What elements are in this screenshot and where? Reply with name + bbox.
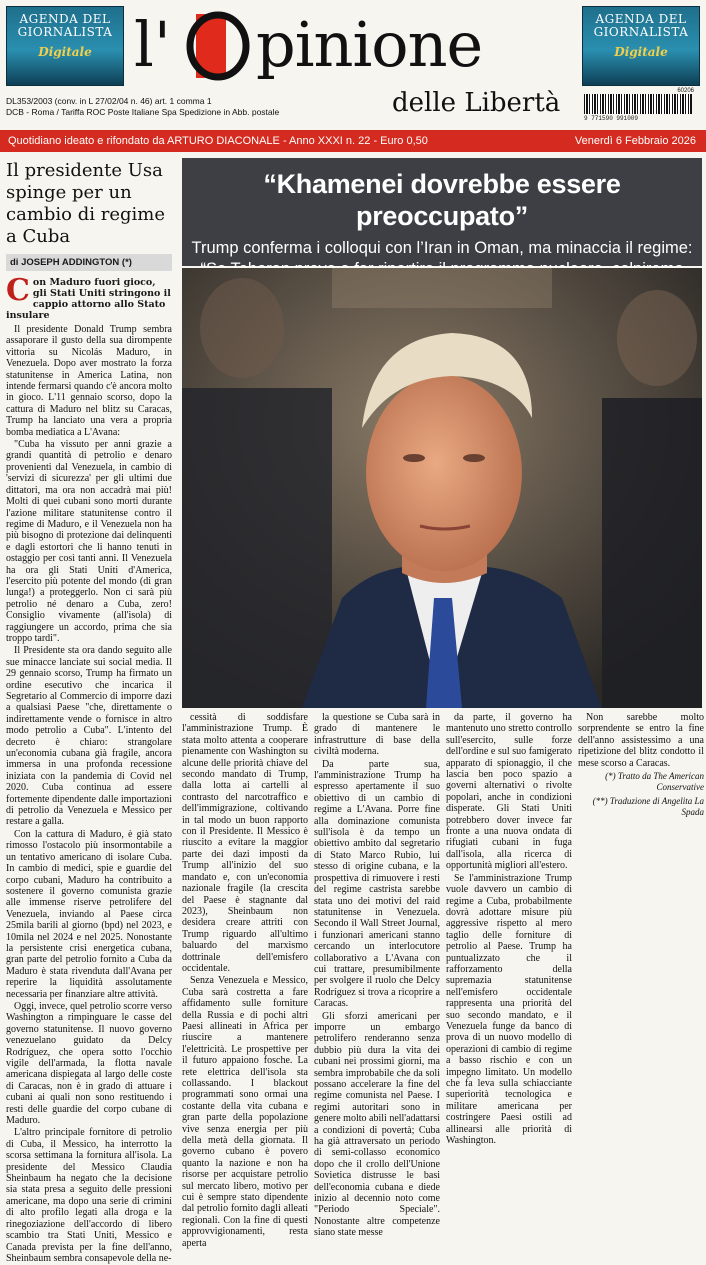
translation-note: (**) Traduzione di Angelita La Spada [592, 795, 704, 818]
photo-illustration [182, 268, 702, 708]
paragraph: Con la cattura di Maduro, è già stato rimosso l'ostacolo più insormontabile a un tentativo americano di isolare Cuba. In cambio di medici, spie e guardie del corpo cubani, Maduro ha contribuito a sostenere il governo comunista grazie alle immense riserve petrolifere del Venezuela, inviando al Paese circa 25mila barili al giorno (bpd) nel 2023, e 10mila nel 2024 e nel 2025. Nonostante la persistente crisi energetica cubana, gran parte del petrolio fornito a Cuba da Maduro è stata rivenduta dall'Avana per reperire la liquidità assolutamente necessaria per finanziare altre attività. [6, 828, 172, 1000]
paragraph: "Cuba ha vissuto per anni grazie a grandi quantità di petrolio e denaro provenienti dal Venezuela, in cambio di 'servizi di sicurezza' per gli ultimi due dittatori, ma ora non accadrà mai più! Molti di quei cubani sono morti durante l'azione militare statunitense contro il regime di Maduro, e il Venezuela non ha più bisogno di protezione dai delinquenti e dagli estortori che li hanno tenuti in ostaggio per così tanti anni. Il Venezuela ha ora gli Stati Uniti d'America, l'esercito più potente del mondo (di gran lunga!) a proteggerlo. Non ci sarà più petrolio né denaro a Cuba, zero! Consiglio vivamente (all'isola) di raggiungere un accordo, prima che sia troppo tardi". [6, 439, 172, 644]
promo-line2: GIORNALISTA [593, 25, 689, 39]
lead-text: on Maduro fuori gioco, gli Stati Uniti stringono il cappio attorno allo Stato insulare [6, 277, 171, 321]
barcode [580, 88, 698, 122]
barcode-bars [584, 94, 692, 114]
paragraph: Senza Venezuela e Messico, Cuba sarà costretta a fare affidamento sulle forniture della Russia e di pochi altri Paesi allineati in Africa per riuscire a mantenere l'elettricità. Le prospettive per il futuro appaiono fosche. La rete elettrica dell'isola sta collassando. I blackout programmati sono ormai una costante della vita cubana e gran parte della popolazione vive senza energia per più della metà della giornata. Il governo cubano è povero quanto la nazione e non ha risorse per acquistare petrolio sul mercato libero, motivo per cui è sempre stato dipendente dal petrolio fornito dagli alleati regionali. Con la fine di questi approvvigionamenti, resta aperta [182, 975, 308, 1249]
barcode-number: 9 771590 991009 [584, 115, 639, 122]
dropcap: C [6, 273, 30, 308]
paragraph: la questione se Cuba sarà in grado di mantenere le infrastrutture di base della civiltà moderna. [314, 712, 440, 758]
promo-right[interactable] [582, 6, 700, 86]
main-subheadline-1: Trump conferma i colloqui con l’Iran in Oman, ma minaccia il regime: [191, 239, 693, 257]
logo-l: l' [134, 8, 171, 81]
main-photo[interactable] [182, 268, 702, 708]
barcode-issue: 60206 [677, 88, 694, 94]
column-2 [314, 712, 440, 1239]
paragraph: Gli sforzi americani per imporre un embargo petrolifero renderanno senza dubbio più dura la vita dei cubani nei prossimi giorni, ma sembra improbabile che da soli possano accelerare la fine del regime comunista nel Paese. I regimi autoritari sono in genere molto abili nell'adattarsi a condizioni di povertà; Cuba ha già attraversato un periodo di semi-collasso economico dopo che il crollo dell'Unione Sovietica distrusse le basi dell'economia cubana e diede inizio al decennio noto come "Periodo Speciale". Nonostante altre competenze siano state messe [314, 1010, 440, 1239]
promo-line2: GIORNALISTA [17, 25, 113, 39]
promo-left[interactable] [6, 6, 124, 86]
pubinfo-line2: DCB - Roma / Tariffa ROC Poste Italiane Spa Spedizione in Abb. postale [6, 107, 280, 117]
paragraph: cessità di soddisfare l'amministrazione Trump. È stata molto attenta a cooperare pienamente con Washington su alcune delle priorità chiave del secondo mandato di Trump, dalla lotta ai cartelli al contrasto del narcotraffico e dell'immigrazione, coltivando in tal modo un buon rapporto con il Presidente. Il Messico è riuscito a evitare la maggior parte dei dazi imposti da Trump all'inizio del suo mandato e, con un'economia nazionale fragile (la crescita del Paese è stagnante dal 2023), Sheinbaum non desidera creare attriti con Trump riguardo all'ultimo baluardo del marxismo dottrinale dell'emisfero occidentale. [182, 712, 308, 974]
sidebar-title[interactable]: Il presidente Usa spinge per un cambio di regime a Cuba [6, 160, 165, 247]
promo-line3: Digitale [614, 45, 668, 59]
paragraph: Oggi, invece, quel petrolio scorre verso Washington a rimpinguare le casse del governo statunitense. Il nuovo governo venezuelano guidato da Delcy Rodríguez, che opera sotto l'occhio vigile dell'armada, la flotta navale americana dispiegata al largo delle coste di Caracas, non è in grado di attuare i cubani ai quali non sono restituendo i resti delle guardie del corpo cubane di Maduro. [6, 1000, 173, 1127]
pubinfo-line1: DL353/2003 (conv. in L 27/02/04 n. 46) art. 1 comma 1 [6, 96, 212, 106]
column-4 [578, 712, 704, 1018]
paragraph: L'altro principale fornitore di petrolio di Cuba, il Messico, ha interrotto la scorsa settimana la fornitura all'isola. La presidente del Messico Claudia Sheinbaum ha negato che la decisione sia stata presa a seguito delle pressioni americane, ma dopo una serie di crimini di alto profilo legati alla droga e la rinegoziazione dell'accordo di libero scambio tra Stati Uniti, Messico e Canada prevista per la fine dell'anno, Sheinbaum sembra consapevole della ne- [6, 1127, 172, 1264]
main-headline-box [182, 158, 702, 266]
issue-date: Venerdì 6 Febbraio 2026 [574, 135, 696, 147]
logo-subtitle: delle Libertà [392, 88, 561, 118]
logo-rest: pinione [256, 8, 483, 81]
column-1 [182, 712, 308, 1249]
paragraph: Il Presidente sta ora dando seguito alle sue minacce lanciate sui social media. Il 29 gennaio scorso, Trump ha firmato un ordine esecutivo che incarica il Segretario al Commercio di imporre dazi a qualsiasi Paese "che, direttamente o indirettamente vende o fornisce in altro modo petrolio a Cuba". L'intento del decreto è chiaro: strangolare un'economia cubana già fragile, ancora immersa in una profonda recessione iniziata con la pandemia di Covid nel 2020. Cuba continua ad essere fortemente dipendente dalle importazioni di petrolio da Venezuela e Messico per restare a galla. [6, 645, 172, 828]
masthead [0, 0, 706, 128]
paragraph: da parte, il governo ha mantenuto uno stretto controllo sull'esercito, sulle forze dell'ordine e sul suo famigerato apparato di spionaggio, il che lascia ben poco spazio a governi alternativi o rivolte popolari, anche in condizioni disperate. Gli Stati Uniti potrebbero dover invece far fronte a una nuova ondata di rifugiati cubani in fuga dall'isola, alla ricerca di opportunità migliori all'estero. [446, 712, 572, 872]
column-3 [446, 712, 572, 1147]
source-note: (*) Tratto da The American Conservative [605, 771, 704, 793]
logo-o-mark [182, 10, 254, 82]
sidebar-body [6, 324, 172, 1264]
publication-info [6, 96, 306, 118]
info-bar [0, 130, 706, 152]
promo-line1: AGENDA DEL [595, 12, 687, 26]
sidebar-article [0, 156, 178, 1265]
article-columns [182, 712, 704, 1249]
info-bar-left: Quotidiano ideato e rifondato da ARTURO DIACONALE - Anno XXXI n. 22 - Euro 0,50 [8, 135, 428, 147]
paragraph: Da parte sua, l'amministrazione Trump ha espresso apertamente il suo obiettivo di un cambio di regime a L'Avana. Porre fine alla dominazione comunista sull'isola è da tempo un obiettivo ambito dal segretario di Stato Marco Rubio, lui stesso di origine cubana, e la prospettiva di rimuovere i resti del regime castrista sarebbe stata uno dei motivi del raid statunitense in Venezuela. Secondo il Wall Street Journal, i funzionari americani stanno cercando un interlocutore collaborativo a L'Avana con cui trattare, presumibilmente per svolgere il ruolo che Delcy Rodríguez si trova a ricoprire a Caracas. [314, 758, 440, 1010]
byline: di JOSEPH ADDINGTON (*) [6, 254, 172, 271]
article-lead [6, 273, 172, 321]
main-headline[interactable]: “Khamenei dovrebbe essere preoccupato” [263, 169, 621, 231]
promo-line1: AGENDA DEL [19, 12, 111, 26]
newspaper-logo[interactable] [134, 6, 574, 86]
promo-line3: Digitale [38, 45, 92, 59]
paragraph: Non sarebbe molto sorprendente se entro la fine dell'anno assistessimo a una ripetizione del blitz condotto il mese scorso a Caracas. [578, 712, 704, 769]
paragraph: Se l'amministrazione Trump vuole davvero un cambio di regime a Cuba, probabilmente dovrà adottare misure più aggressive rispetto al mero taglio delle forniture di petrolio al Paese. Trump ha puntualizzato che il rafforzamento della supremazia statunitense nell'emisfero occidentale rappresenta una priorità del suo secondo mandato, e il Venezuela funge da banco di prova di un nuovo modello di operazioni di cambio di regime a basso rischio e con un impegno limitato. Un modello che fa leva sulla schiacciante superiorità tecnologica e militare americana per costringere Paesi ostili ad allinearsi alle priorità di Washington. [446, 872, 572, 1147]
paragraph: Il presidente Donald Trump sembra assaporare il gusto della sua dirompente vittoria su Nicolás Maduro, in Venezuela. Dopo aver mostrato la forza statunitense in America Latina, non intende fermarsi quando c'è ancora molto in gioco. L'11 gennaio scorso, dopo la cattura di Maduro nel blitz su Caracas, Trump ha lanciato una vera a propria bomba mediatica a L'Avana: [6, 324, 172, 438]
